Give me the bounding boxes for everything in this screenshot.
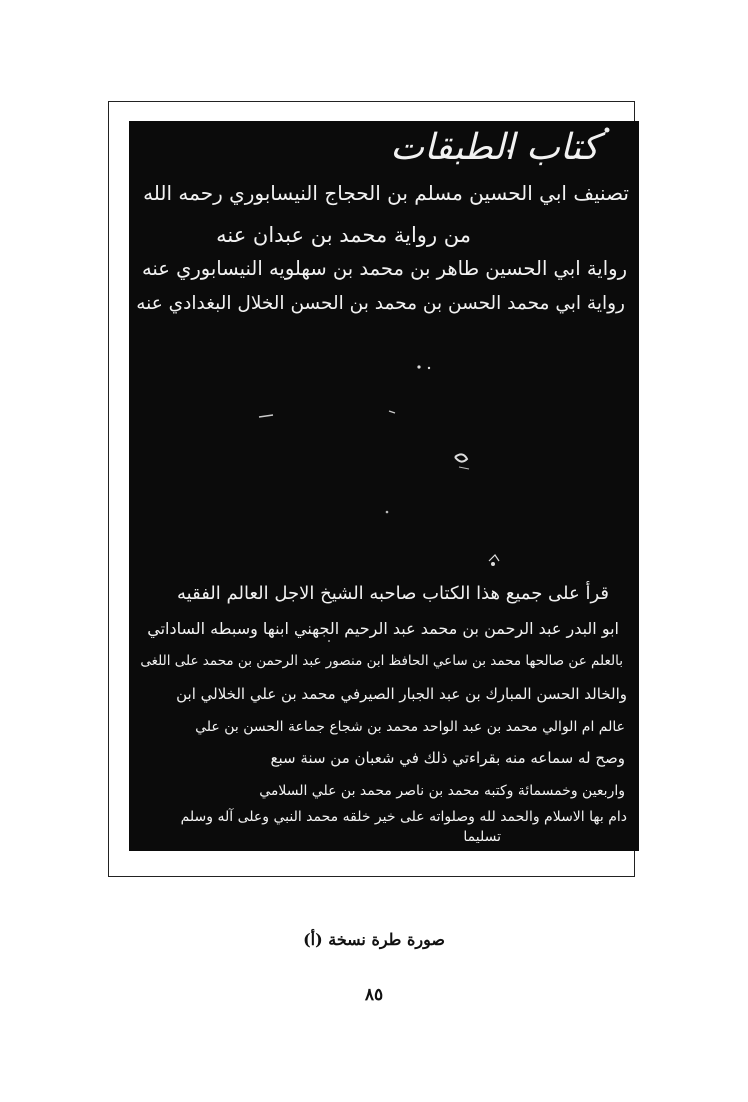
manuscript-image — [129, 121, 639, 851]
speck — [459, 467, 469, 469]
speck — [489, 555, 499, 561]
speck — [259, 415, 273, 417]
manuscript-colophon-line: وصح له سماعه منه بقراءتي ذلك في شعبان من سنة سبع — [270, 749, 625, 767]
speck — [328, 640, 330, 642]
ornament-dot — [605, 128, 610, 133]
speck — [428, 367, 430, 369]
manuscript-title: كتاب الطبقات — [390, 127, 599, 168]
manuscript-colophon-line: واربعين وخمسمائة وكتبه محمد بن ناصر محمد بن علي السلامي — [259, 783, 625, 799]
manuscript-header-line: تصنيف ابي الحسين مسلم بن الحجاج النيسابوري رحمه الله — [143, 181, 629, 205]
manuscript-colophon-line: ابو البدر عبد الرحمن بن محمد عبد الرحيم الجهني ابنها وسبطه الساداتي — [147, 619, 619, 638]
manuscript-header-line: رواية ابي الحسين طاهر بن محمد بن سهلويه النيسابوري عنه — [141, 257, 627, 280]
manuscript-header-line: رواية ابي محمد الحسن بن محمد بن الحسن الخلال البغدادي عنه — [136, 293, 625, 314]
page-number: ٨٥ — [364, 985, 384, 1005]
manuscript-colophon-line: دام بها الاسلام والحمد لله وصلواته على خير خلقه محمد النبي وعلى آله وسلم — [180, 809, 627, 825]
manuscript-colophon-line: تسليما — [463, 829, 501, 845]
speck — [389, 411, 395, 413]
manuscript-header-line: من رواية محمد بن عبدان عنه — [216, 223, 471, 247]
manuscript-colophon-line: والخالد الحسن المبارك بن عبد الجبار الصيرفي محمد بن علي الخلالي ابن — [176, 685, 627, 703]
manuscript-colophon-line: قرأ على جميع هذا الكتاب صاحبه الشيخ الاجل العالم الفقيه — [177, 583, 609, 604]
speck — [417, 365, 420, 368]
speck — [455, 454, 467, 461]
figure-caption: صورة طرة نسخة (أ) — [303, 930, 445, 949]
speck — [491, 562, 495, 566]
speck — [386, 511, 389, 514]
manuscript-colophon-line: عالم ام الوالي محمد بن عبد الواحد محمد بن شجاع جماعة الحسن بن علي — [195, 719, 625, 735]
manuscript-colophon-line: بالعلم عن صالحها محمد بن ساعي الحافظ ابن منصور عبد الرحمن بن محمد على اللغى — [140, 653, 623, 669]
